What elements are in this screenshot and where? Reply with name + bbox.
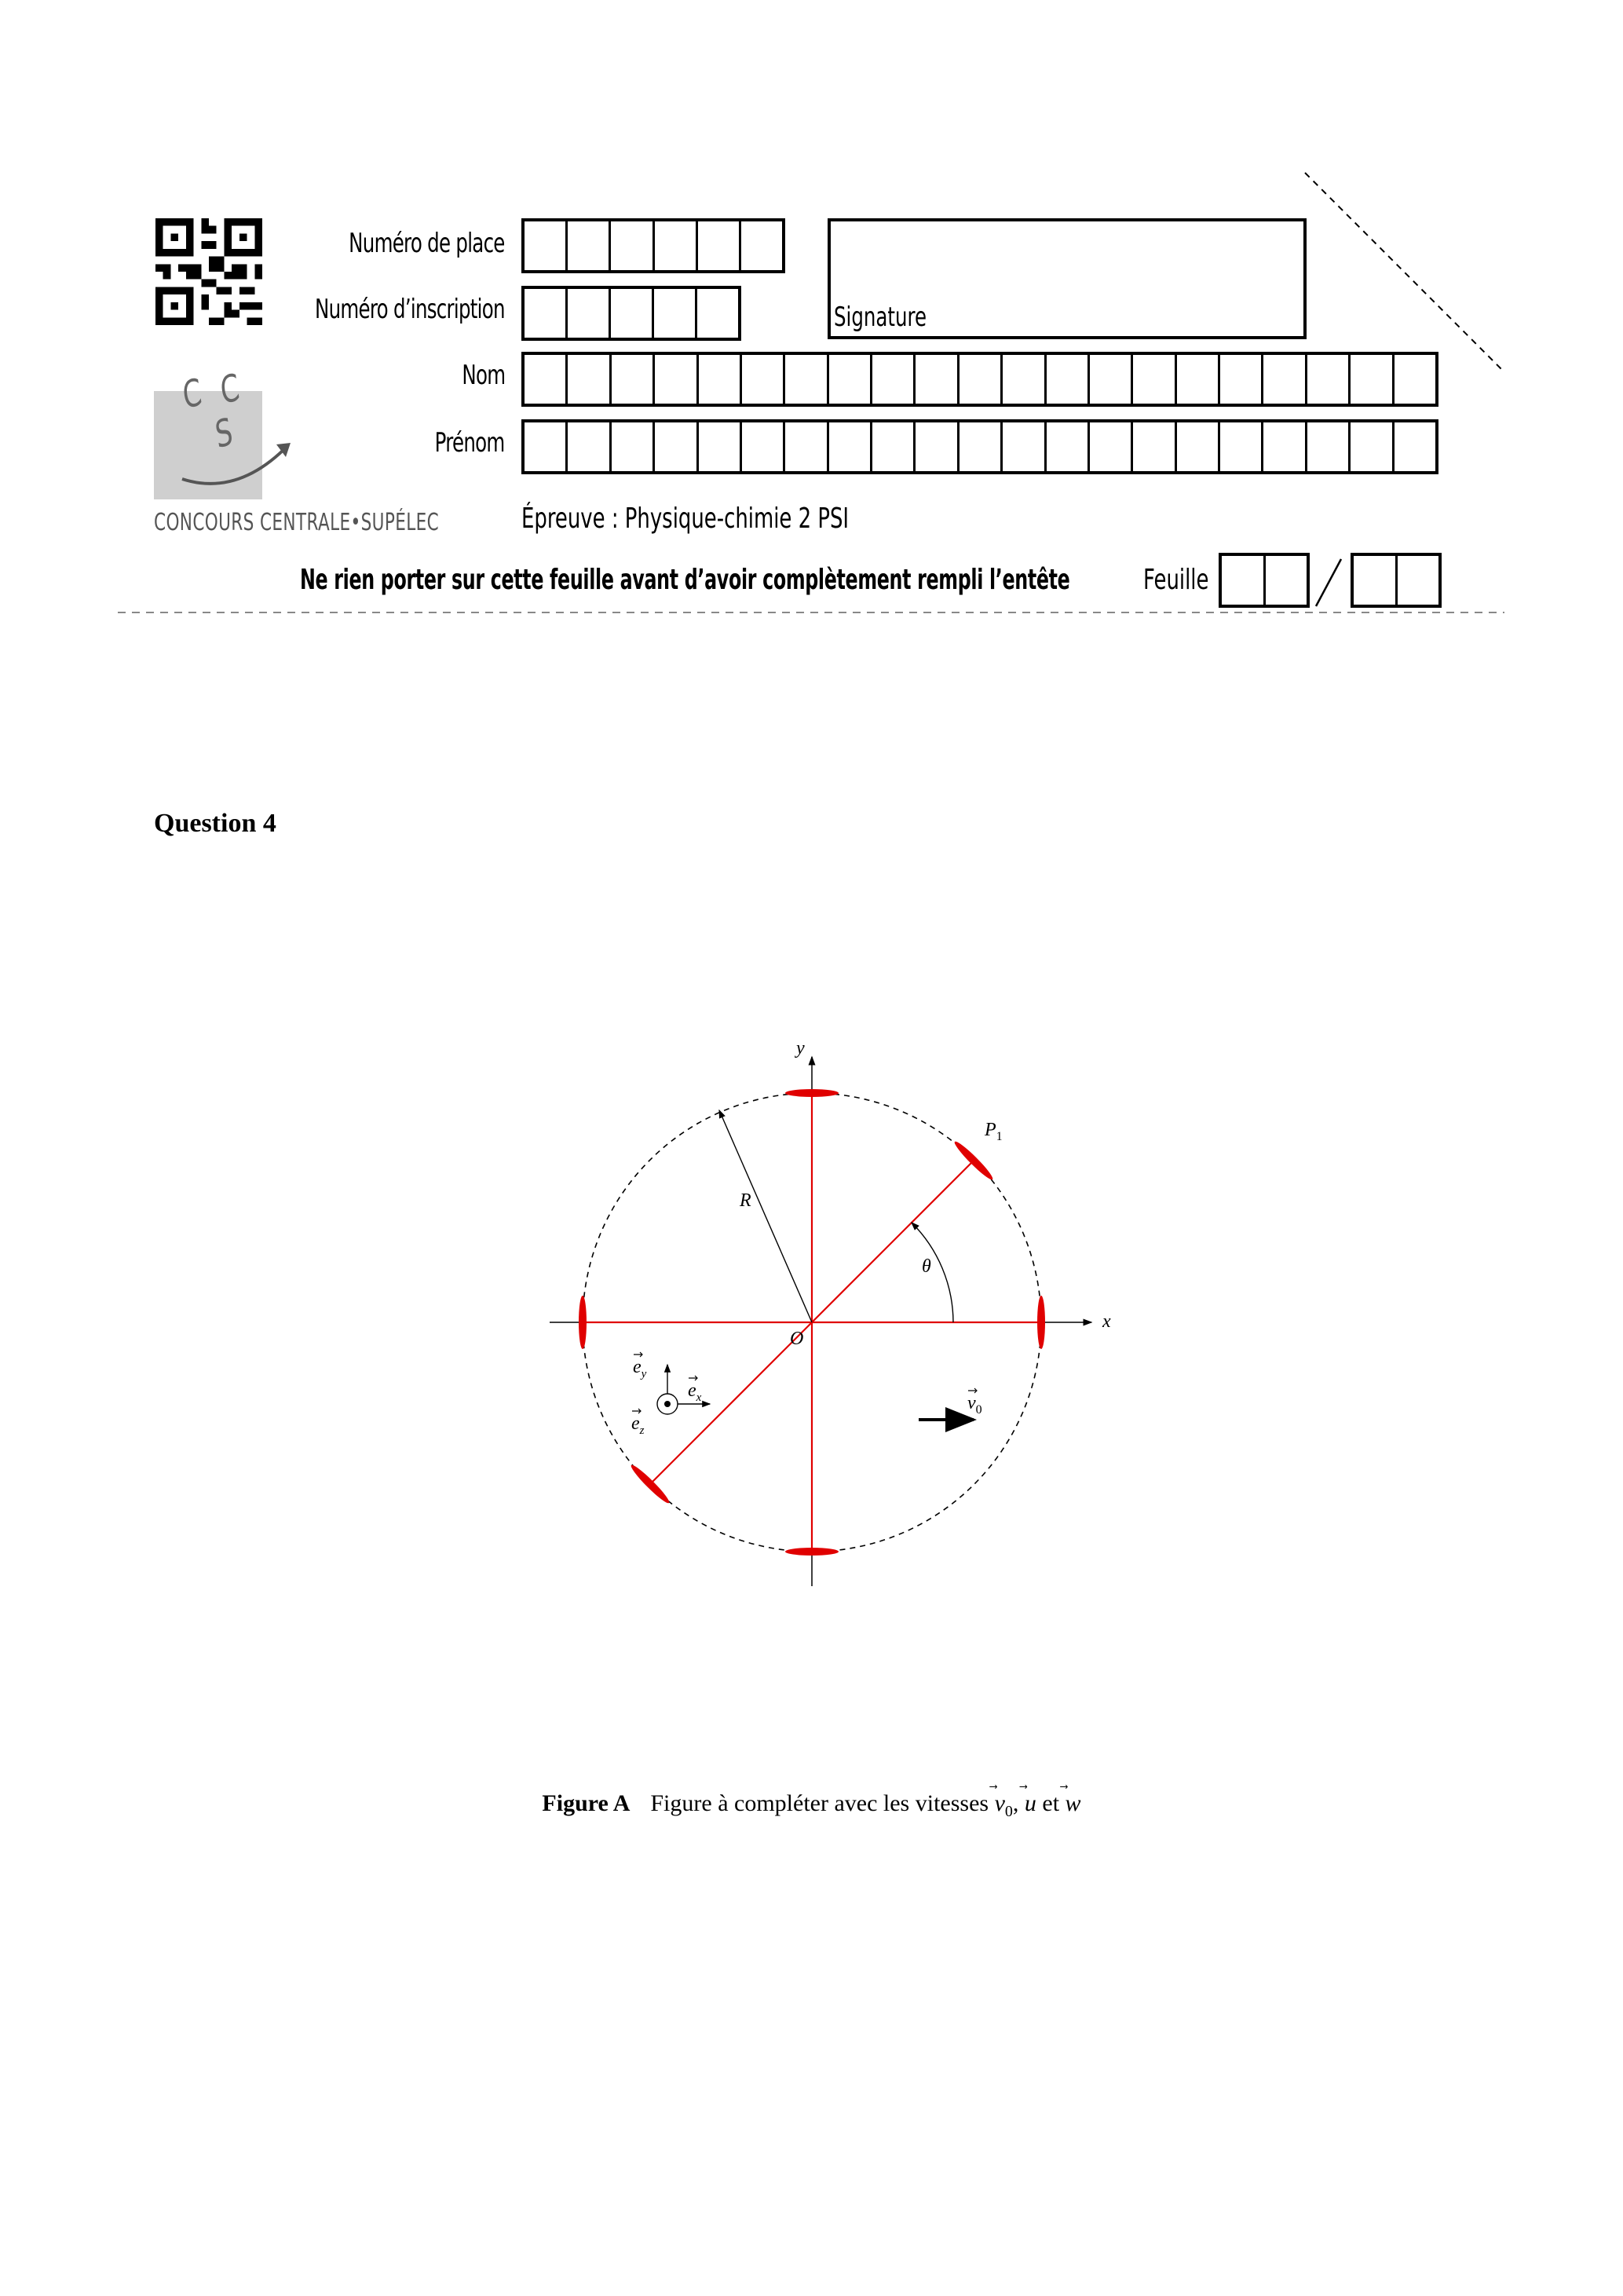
feuille-label: Feuille	[1143, 564, 1209, 596]
caption-u: u	[1024, 1790, 1036, 1816]
theta-label: θ	[922, 1256, 931, 1277]
logo-swoosh	[182, 449, 284, 484]
caption-text: Figure à compléter avec les vitesses	[650, 1790, 995, 1816]
header-overlay	[0, 0, 1623, 707]
ez-label: $e_z$	[631, 1413, 645, 1437]
signature-label: Signature	[834, 302, 927, 333]
nom-label: Nom	[462, 360, 505, 391]
blade-bottom	[785, 1548, 839, 1556]
y-axis-label: y	[796, 1038, 805, 1058]
caption-label: Figure A	[542, 1790, 631, 1816]
figure-a	[534, 1036, 1123, 1602]
fill-header-notice: Ne rien porter sur cette feuille avant d’avoir complètement rempli l’entête	[300, 564, 1070, 596]
numero-inscription-label: Numéro d’inscription	[315, 294, 505, 325]
blade-right	[1037, 1296, 1045, 1349]
radius-label: R	[740, 1190, 751, 1211]
ez-dot	[664, 1401, 671, 1407]
logo-letter-s: S	[212, 409, 236, 458]
logo-letter-c1: C	[180, 370, 205, 419]
logo-letter-c2: C	[217, 365, 243, 414]
concours-caption: CONCOURS CENTRALE•SUPÉLEC	[154, 509, 440, 536]
origin-label: O	[790, 1329, 804, 1349]
ey-label: $e_y$	[633, 1357, 647, 1380]
numero-place-label: Numéro de place	[349, 228, 505, 259]
blade-top	[785, 1089, 839, 1097]
epreuve-title: Épreuve : Physique-chimie 2 PSI	[521, 503, 850, 535]
fold-line	[1305, 173, 1504, 372]
feuille-slash	[1316, 559, 1341, 606]
p1-label: $P_1$	[985, 1120, 1003, 1143]
blade-left	[579, 1296, 587, 1349]
caption-w: w	[1065, 1790, 1081, 1816]
radius-arrow	[719, 1110, 812, 1322]
prenom-label: Prénom	[435, 427, 505, 459]
v0-label: $v_0$	[967, 1393, 982, 1417]
caption-sep: ,	[1012, 1790, 1025, 1816]
caption-v0: $v_0$	[994, 1790, 1013, 1820]
figure-caption	[0, 1790, 1623, 1821]
theta-arc	[912, 1223, 953, 1322]
ex-label: $e_x$	[688, 1380, 702, 1404]
x-axis-label: x	[1102, 1311, 1111, 1332]
caption-et: et	[1036, 1790, 1066, 1816]
question-title: Question 4	[154, 809, 276, 838]
